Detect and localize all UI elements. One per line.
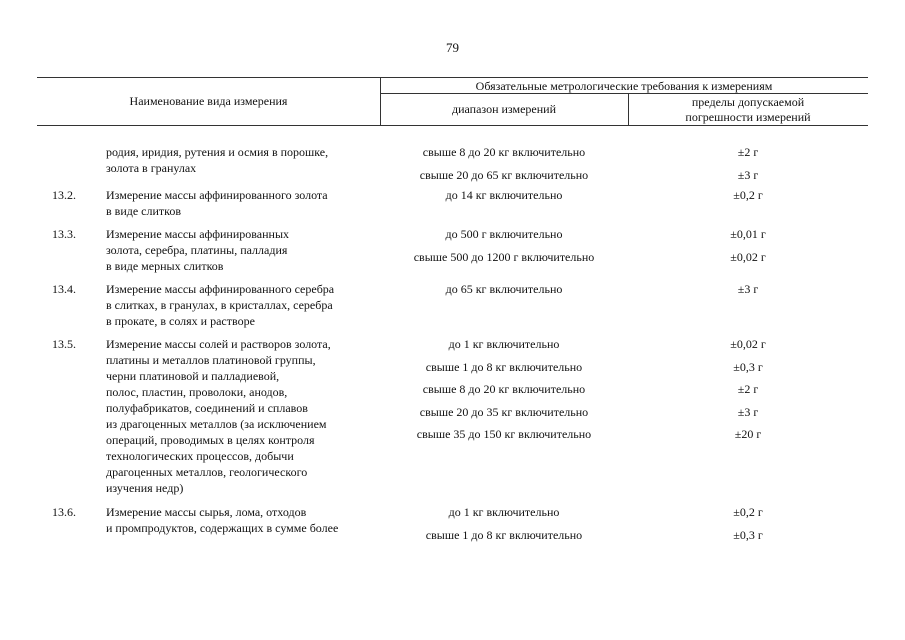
- measurement-name-line: золота в гранулах: [106, 161, 197, 175]
- measurement-ranges: [380, 187, 628, 210]
- error-limits: [628, 187, 868, 210]
- measurement-name: [106, 226, 396, 274]
- measurement-name-line: изучения недр): [106, 481, 184, 495]
- error-cell: ±2 г: [737, 382, 759, 396]
- error-cell: ±0,3 г: [733, 527, 763, 542]
- error-cell: ±3 г: [737, 282, 759, 296]
- header-range: диапазон измерений: [451, 102, 557, 116]
- header-name: Наименование вида измерения: [129, 94, 288, 108]
- measurement-name: [106, 187, 396, 219]
- error-limits: [628, 504, 868, 549]
- range-cell: до 65 кг включительно: [445, 282, 563, 296]
- header-error-line1: пределы допускаемой: [691, 95, 805, 109]
- measurement-name-line: Измерение массы сырья, лома, отходов: [106, 505, 307, 519]
- row-number: 13.6.: [52, 505, 76, 519]
- measurement-name: [106, 281, 396, 329]
- measurement-name-line: из драгоценных металлов (за исключением: [106, 417, 327, 431]
- measurement-name-line: Измерение массы аффинированного золота: [106, 188, 328, 202]
- measurement-name-line: технологических процессов, добычи: [106, 449, 294, 463]
- measurement-ranges: [380, 336, 628, 449]
- page-number: 79: [446, 40, 459, 55]
- table-top-rule: [37, 77, 868, 78]
- header-error-line2: погрешности измерений: [685, 110, 811, 124]
- measurement-name-line: Измерение массы солей и растворов золота,: [106, 337, 331, 351]
- measurement-name-line: и промпродуктов, содержащих в сумме более: [106, 521, 339, 535]
- range-cell: свыше 20 до 65 кг включительно: [419, 167, 589, 182]
- measurement-ranges: [380, 226, 628, 271]
- measurement-ranges: [380, 504, 628, 549]
- error-limits: [628, 281, 868, 304]
- header-requirements: Обязательные метрологические требования к измерениям: [475, 79, 773, 93]
- range-cell: до 14 кг включительно: [445, 188, 563, 202]
- row-number: 13.5.: [52, 337, 76, 351]
- range-cell: до 1 кг включительно: [448, 337, 560, 351]
- measurement-name-line: драгоценных металлов, геологического: [106, 465, 308, 479]
- measurement-name-line: в слитках, в гранулах, в кристаллах, серебра: [106, 298, 333, 312]
- range-cell: свыше 1 до 8 кг включительно: [425, 527, 583, 542]
- row-number: 13.3.: [52, 227, 76, 241]
- measurement-name-line: родия, иридия, рутения и осмия в порошке,: [106, 145, 329, 159]
- header-group-rule: [380, 93, 868, 94]
- measurement-name-line: в прокате, в солях и растворе: [106, 314, 255, 328]
- measurement-name-line: черни платиновой и палладиевой,: [106, 369, 280, 383]
- row-number: 13.4.: [52, 282, 76, 296]
- measurement-name: [106, 504, 396, 536]
- measurement-name-line: Измерение массы аффинированного серебра: [106, 282, 335, 296]
- range-cell: до 1 кг включительно: [448, 505, 560, 519]
- range-cell: до 500 г включительно: [445, 227, 563, 241]
- error-cell: ±0,01 г: [730, 227, 766, 241]
- measurement-ranges: [380, 144, 628, 189]
- row-number: 13.2.: [52, 188, 76, 202]
- range-cell: свыше 8 до 20 кг включительно: [422, 382, 586, 396]
- error-cell: ±0,02 г: [730, 249, 766, 264]
- range-cell: свыше 1 до 8 кг включительно: [425, 359, 583, 374]
- measurement-name-line: золота, серебра, платины, палладия: [106, 243, 288, 257]
- error-limits: [628, 226, 868, 271]
- range-cell: свыше 500 до 1200 г включительно: [413, 249, 595, 264]
- error-cell: ±0,2 г: [733, 505, 763, 519]
- range-cell: свыше 35 до 150 кг включительно: [416, 427, 592, 441]
- measurement-name-line: полос, пластин, проволоки, анодов,: [106, 385, 288, 399]
- error-cell: ±0,3 г: [733, 359, 763, 374]
- error-cell: ±2 г: [737, 145, 759, 159]
- measurement-ranges: [380, 281, 628, 304]
- measurement-name-line: платины и металлов платиновой группы,: [106, 353, 316, 367]
- range-cell: свыше 20 до 35 кг включительно: [419, 404, 589, 419]
- error-limits: [628, 336, 868, 449]
- measurement-name: [106, 336, 396, 496]
- measurement-name-line: полуфабрикатов, соединений и сплавов: [106, 401, 308, 415]
- measurement-name-line: в виде мерных слитков: [106, 259, 224, 273]
- measurement-name: [106, 144, 396, 176]
- header-bottom-rule: [37, 125, 868, 126]
- error-cell: ±0,02 г: [730, 337, 766, 351]
- measurement-name-line: операций, проводимых в целях контроля: [106, 433, 315, 447]
- error-cell: ±3 г: [737, 404, 759, 419]
- range-cell: свыше 8 до 20 кг включительно: [422, 145, 586, 159]
- error-cell: ±3 г: [737, 167, 759, 182]
- measurement-name-line: в виде слитков: [106, 204, 182, 218]
- error-cell: ±20 г: [734, 427, 762, 441]
- error-limits: [628, 144, 868, 189]
- error-cell: ±0,2 г: [733, 188, 763, 202]
- measurement-name-line: Измерение массы аффинированных: [106, 227, 290, 241]
